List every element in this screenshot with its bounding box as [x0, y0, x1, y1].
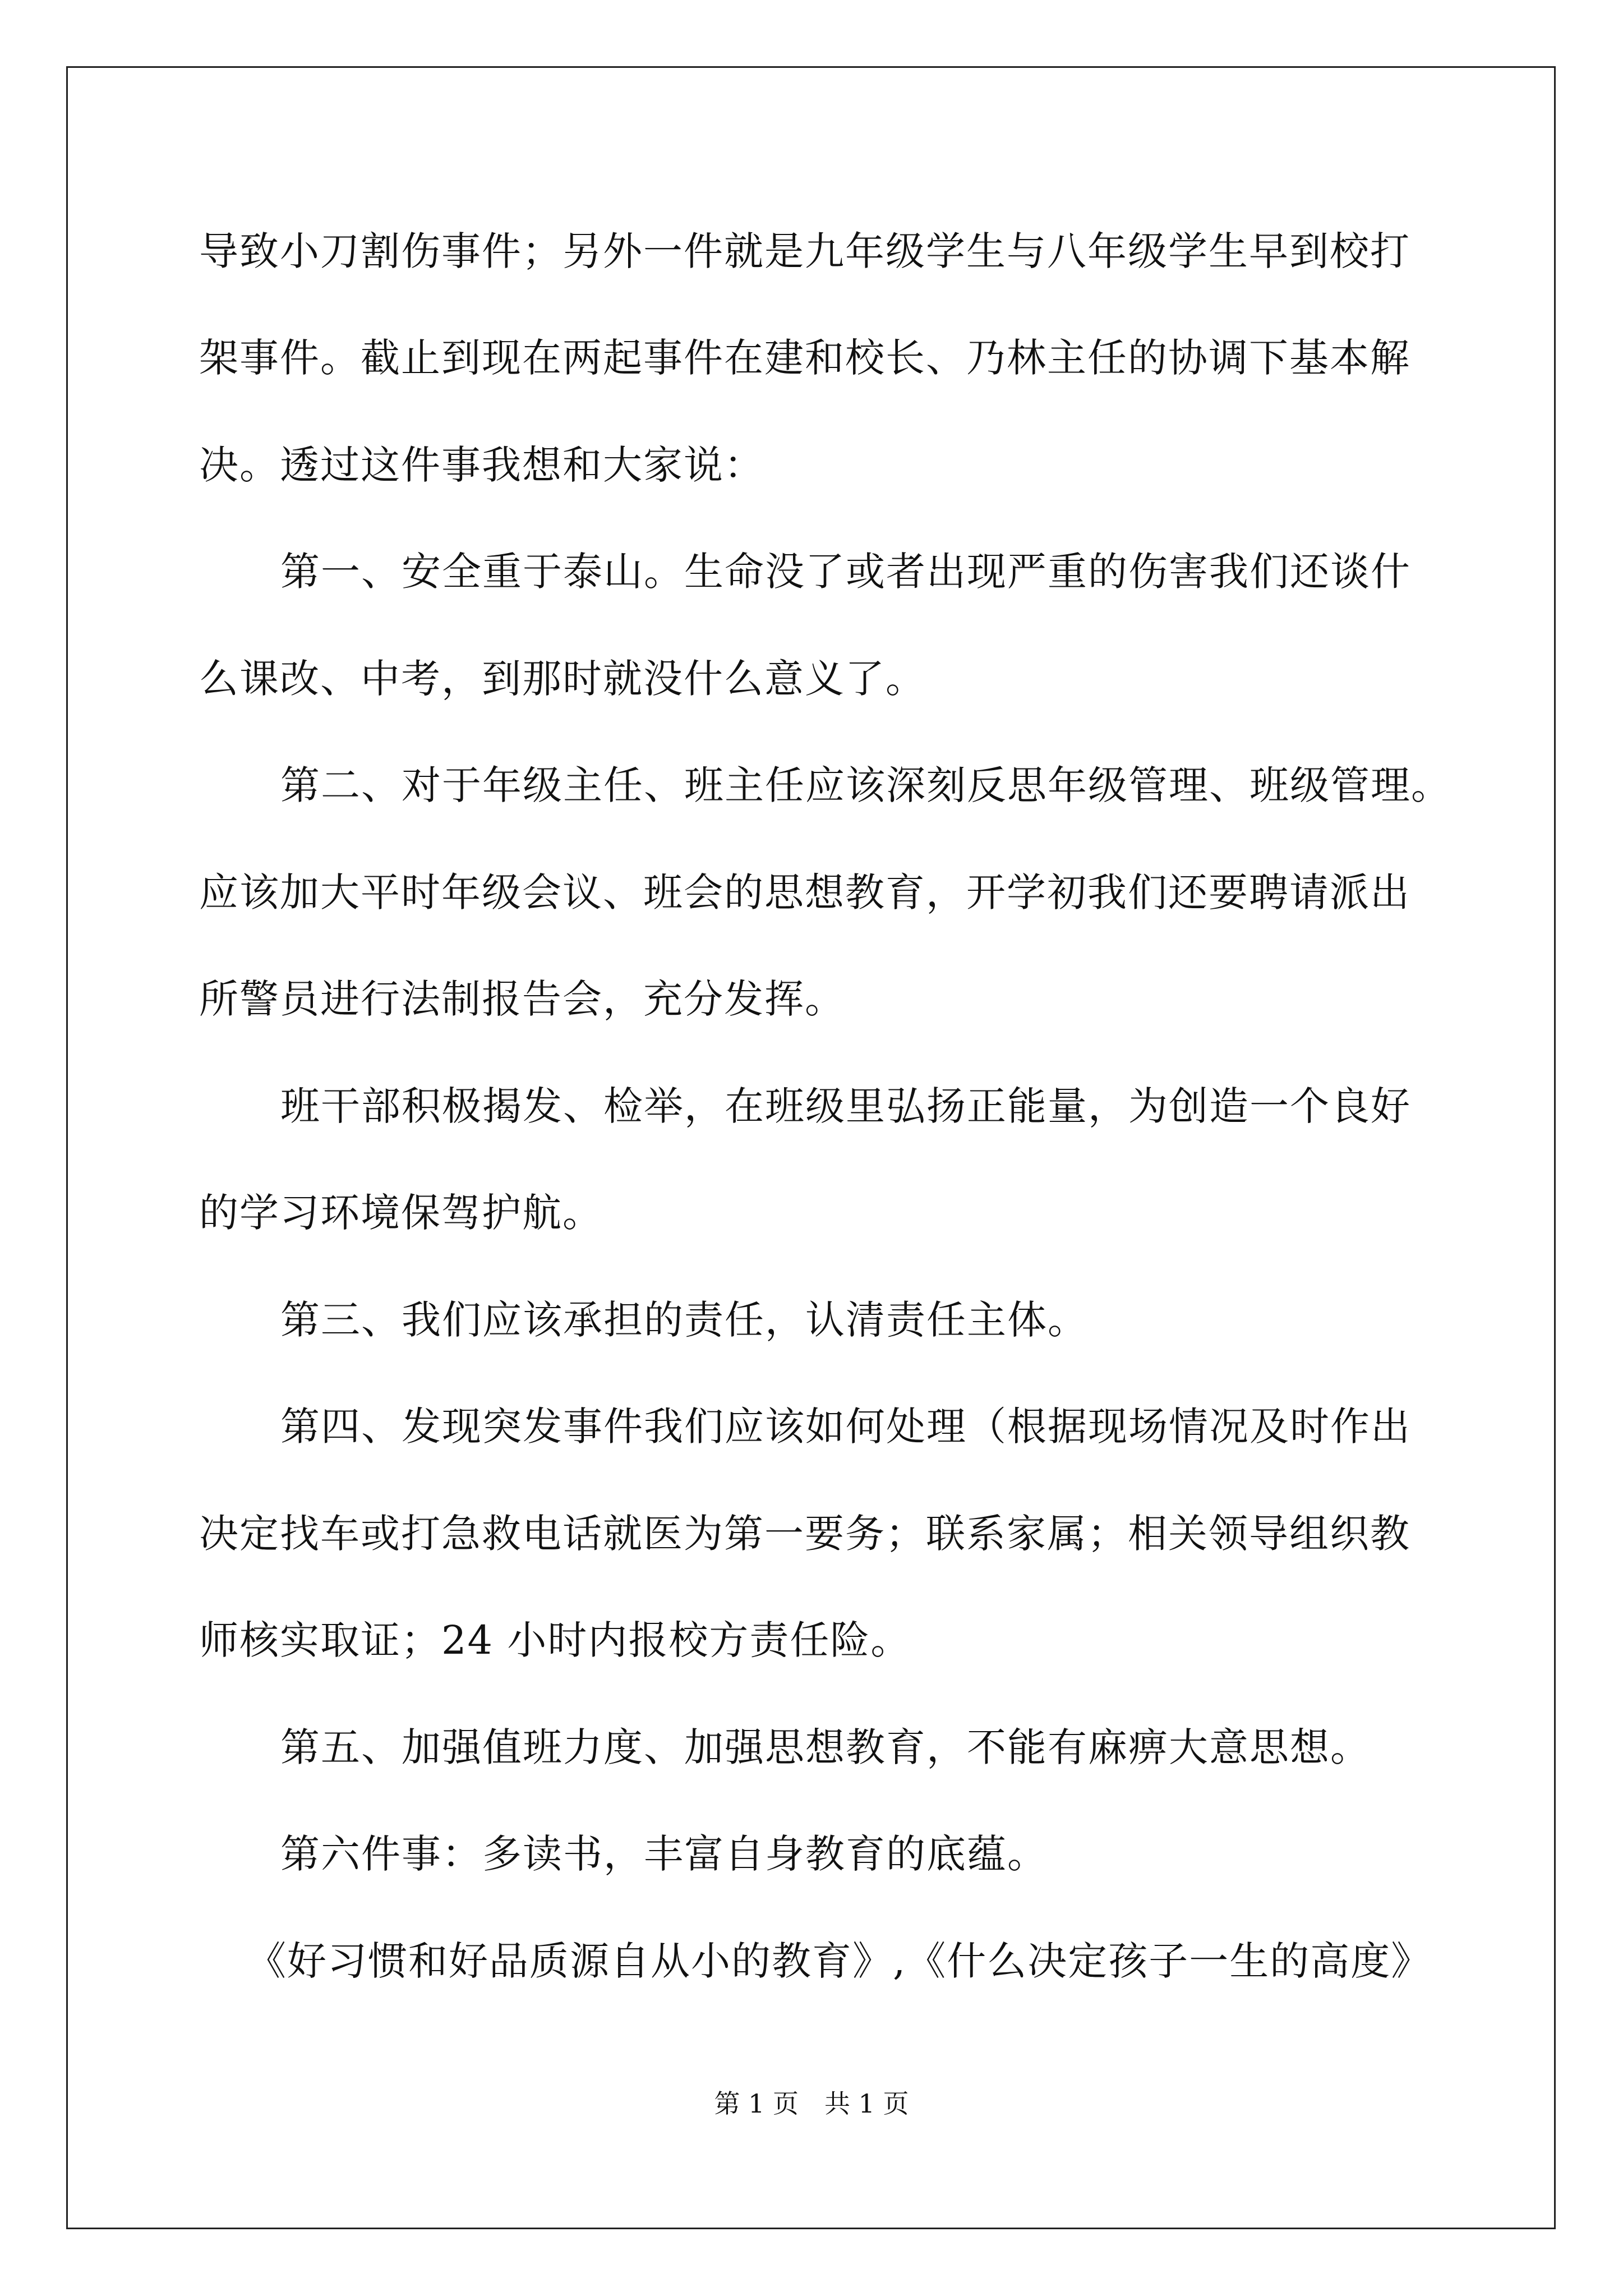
paragraph-5-line-3: 师核实取证；24 小时内报校方责任险。 — [199, 1617, 911, 1663]
paragraph-4-line-1: 第三、我们应该承担的责任，认清责任主体。 — [280, 1297, 1088, 1343]
book-titles-line: 《好习惯和好品质源自从小的教育》,《什么决定孩子一生的高度》 — [247, 1938, 1432, 1984]
text-line-3: 决。透过这件事我想和大家说： — [199, 442, 764, 488]
page-footer: 第 1 页 共 1 页 — [714, 2088, 909, 2119]
paragraph-2-line-1: 第二、对于年级主任、班主任应该深刻反思年级管理、班级管理。 — [280, 762, 1451, 808]
paragraph-5-line-2: 决定找车或打急救电话就医为第一要务；联系家属；相关领导组织教 — [199, 1511, 1410, 1557]
paragraph-2-line-2: 应该加大平时年级会议、班会的思想教育，开学初我们还要聘请派出 — [199, 869, 1410, 915]
paragraph-1-line-2: 么课改、中考，到那时就没什么意义了。 — [199, 656, 926, 702]
text-line-1: 导致小刀割伤事件；另外一件就是九年级学生与八年级学生早到校打 — [199, 228, 1410, 274]
paragraph-3-line-2: 的学习环境保驾护航。 — [199, 1190, 603, 1236]
paragraph-3-line-1: 班干部积极揭发、检举，在班级里弘扬正能量，为创造一个良好 — [280, 1083, 1411, 1129]
paragraph-2-line-3: 所警员进行法制报告会，充分发挥。 — [199, 976, 845, 1022]
text-line-2: 架事件。截止到现在两起事件在建和校长、乃林主任的协调下基本解 — [199, 335, 1410, 381]
paragraph-1-line-1: 第一、安全重于泰山。生命没了或者出现严重的伤害我们还谈什 — [280, 549, 1411, 595]
page-border — [66, 66, 1556, 2229]
paragraph-7-line-1: 第六件事：多读书，丰富自身教育的底蕴。 — [280, 1831, 1048, 1877]
paragraph-6-line-1: 第五、加强值班力度、加强思想教育，不能有麻痹大意思想。 — [280, 1724, 1371, 1770]
paragraph-5-line-1: 第四、发现突发事件我们应该如何处理（根据现场情况及时作出 — [280, 1404, 1411, 1450]
